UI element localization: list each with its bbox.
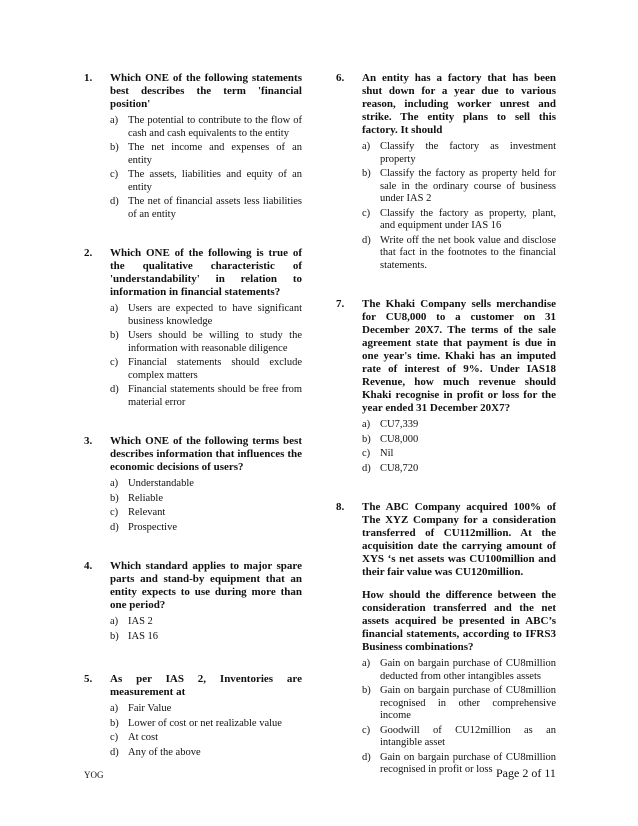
question-number: 8. <box>336 501 345 513</box>
option-letter: c) <box>110 169 119 180</box>
option-text: Fair Value <box>128 703 172 714</box>
option-letter: a) <box>362 141 371 152</box>
option-letter: b) <box>362 433 371 445</box>
option-text: Financial statements should be free from material error <box>128 384 302 408</box>
question <box>336 298 556 475</box>
option-letter: b) <box>362 685 371 696</box>
option-letter: b) <box>110 330 119 341</box>
question-text: The Khaki Company sells merchandise for CU8,000 to a customer on 31 December 20X7. The terms of the sale agreement state that payment is due in one year's time. Khaki has an imputed rate of interest of 9%. Under IAS18 Revenue, how much revenue should Khaki recognise in profit or loss for the year ended 31 December 20X7? <box>362 298 556 414</box>
option-letter: c) <box>362 724 371 736</box>
answer-option <box>110 142 302 167</box>
answer-option <box>110 196 302 221</box>
option-letter: d) <box>110 746 119 758</box>
option-letter: c) <box>362 448 371 459</box>
option-letter: d) <box>110 384 119 395</box>
question-text: The ABC Company acquired 100% of The XYZ Company for a consideration transferred of CU112million. At the acquisition date the carrying amount of XYS ‘s net assets was CU100million and their fair value was CU120million. <box>362 501 556 578</box>
option-text: Gain on bargain purchase of CU8million deducted from other intangibles assets <box>380 658 556 682</box>
question-text: An entity has a factory that has been shut down for a year due to various reason, including worker unrest and strike. The entity plans to sell this factory. It should <box>362 72 556 136</box>
answer-option <box>362 141 556 166</box>
answer-option <box>110 384 302 409</box>
answer-option <box>362 658 556 683</box>
option-text: The net income and expenses of an entity <box>128 142 302 166</box>
question-text: Which standard applies to major spare parts and stand-by equipment that an entity expects to use during more than one period? <box>110 560 302 611</box>
option-text: CU7,339 <box>380 419 419 430</box>
right-column <box>336 72 556 779</box>
option-text: Write off the net book value and disclose that fact in the footnotes to the financial statements. <box>380 234 556 271</box>
option-letter: a) <box>362 419 371 430</box>
option-letter: a) <box>110 478 119 489</box>
answer-option <box>362 419 556 432</box>
option-text: IAS 16 <box>128 630 159 642</box>
option-letter: d) <box>110 196 119 207</box>
option-text: The assets, liabilities and equity of an entity <box>128 169 302 193</box>
option-text: Relevant <box>128 507 166 518</box>
option-text: Lower of cost or net realizable value <box>128 717 282 729</box>
question <box>84 247 302 409</box>
option-letter: d) <box>362 751 371 763</box>
option-letter: c) <box>362 207 371 219</box>
answer-option <box>362 448 556 461</box>
answer-option <box>110 357 302 382</box>
answer-option <box>110 718 302 731</box>
option-letter: d) <box>362 462 371 474</box>
option-text: Classify the factory as investment property <box>380 141 556 165</box>
question <box>336 501 556 777</box>
question <box>84 560 302 643</box>
option-letter: b) <box>110 492 119 504</box>
option-letter: c) <box>110 357 119 368</box>
answer-option <box>362 235 556 273</box>
option-text: Any of the above <box>128 746 201 758</box>
answer-option <box>110 732 302 745</box>
option-letter: b) <box>110 142 119 153</box>
answer-options <box>110 303 302 409</box>
question-text: Which ONE of the following is true of the qualitative characteristic of 'understandability' in relation to information in financial statements? <box>110 247 302 298</box>
question-text: How should the difference between the consideration transferred and the net assets acquired be presented in ABC’s financial statements, according to IFRS3 Business combinations? <box>362 589 556 653</box>
option-text: The net of financial assets less liabilities of an entity <box>128 196 302 220</box>
page-number: Page 2 of 11 <box>496 766 556 780</box>
answer-option <box>110 703 302 716</box>
answer-option <box>110 522 302 535</box>
question-number: 3. <box>84 435 93 447</box>
option-letter: b) <box>362 168 371 179</box>
answer-option <box>362 168 556 206</box>
answer-options <box>362 658 556 777</box>
option-text: Understandable <box>128 478 194 489</box>
option-text: Classify the factory as property held for sale in the ordinary course of business under IAS 2 <box>380 168 556 204</box>
option-letter: d) <box>362 234 371 246</box>
answer-option <box>110 507 302 520</box>
answer-option <box>110 169 302 194</box>
option-letter: b) <box>110 717 119 729</box>
option-text: CU8,000 <box>380 433 419 445</box>
answer-options <box>110 478 302 534</box>
option-text: Users are expected to have significant business knowledge <box>128 303 302 327</box>
question <box>84 673 302 759</box>
answer-option <box>362 725 556 750</box>
answer-option <box>110 115 302 140</box>
answer-option <box>110 303 302 328</box>
answer-option <box>110 493 302 506</box>
answer-option <box>110 747 302 760</box>
option-letter: a) <box>110 616 119 627</box>
answer-options <box>362 141 556 272</box>
question-number: 5. <box>84 673 93 685</box>
answer-option <box>362 463 556 476</box>
answer-options <box>362 419 556 475</box>
option-text: At cost <box>128 732 159 743</box>
answer-options <box>110 115 302 221</box>
option-text: Gain on bargain purchase of CU8million recognised in profit or loss <box>380 751 556 775</box>
option-letter: d) <box>110 521 119 533</box>
footer-initials: YOG <box>84 770 104 780</box>
option-letter: c) <box>110 732 119 743</box>
answer-option <box>110 616 302 629</box>
option-letter: a) <box>362 658 371 669</box>
answer-options <box>110 616 302 643</box>
option-text: Gain on bargain purchase of CU8million recognised in other comprehensive income <box>380 685 556 721</box>
option-text: CU8,720 <box>380 462 419 474</box>
option-letter: a) <box>110 703 119 714</box>
option-letter: b) <box>110 630 119 642</box>
question <box>84 72 302 221</box>
left-column <box>84 72 302 761</box>
answer-option <box>110 478 302 491</box>
option-text: Users should be willing to study the information with reasonable diligence <box>128 330 302 354</box>
answer-option <box>362 208 556 233</box>
option-text: The potential to contribute to the flow of cash and cash equivalents to the entity <box>128 115 302 139</box>
answer-option <box>362 685 556 723</box>
question-number: 7. <box>336 298 345 310</box>
question-number: 2. <box>84 247 93 259</box>
option-text: Goodwill of CU12million as an intangible asset <box>380 724 556 748</box>
question-number: 6. <box>336 72 345 84</box>
question-text: Which ONE of the following statements best describes the term 'financial position' <box>110 72 302 110</box>
option-letter: a) <box>110 303 119 314</box>
option-text: Nil <box>380 448 394 459</box>
option-letter: a) <box>110 115 119 126</box>
option-text: Prospective <box>128 521 177 533</box>
answer-option <box>362 434 556 447</box>
answer-option <box>110 330 302 355</box>
question-text: Which ONE of the following terms best describes information that influences the economic decisions of users? <box>110 435 302 473</box>
option-text: Classify the factory as property, plant, and equipment under IAS 16 <box>380 207 556 231</box>
option-text: Reliable <box>128 492 163 504</box>
question <box>84 435 302 534</box>
answer-options <box>110 703 302 759</box>
question <box>336 72 556 272</box>
question-number: 4. <box>84 560 93 572</box>
question-text: As per IAS 2, Inventories are measurement at <box>110 673 302 698</box>
option-letter: c) <box>110 507 119 518</box>
option-text: IAS 2 <box>128 616 153 627</box>
answer-option <box>110 631 302 644</box>
option-text: Financial statements should exclude complex matters <box>128 357 302 381</box>
question-number: 1. <box>84 72 93 84</box>
